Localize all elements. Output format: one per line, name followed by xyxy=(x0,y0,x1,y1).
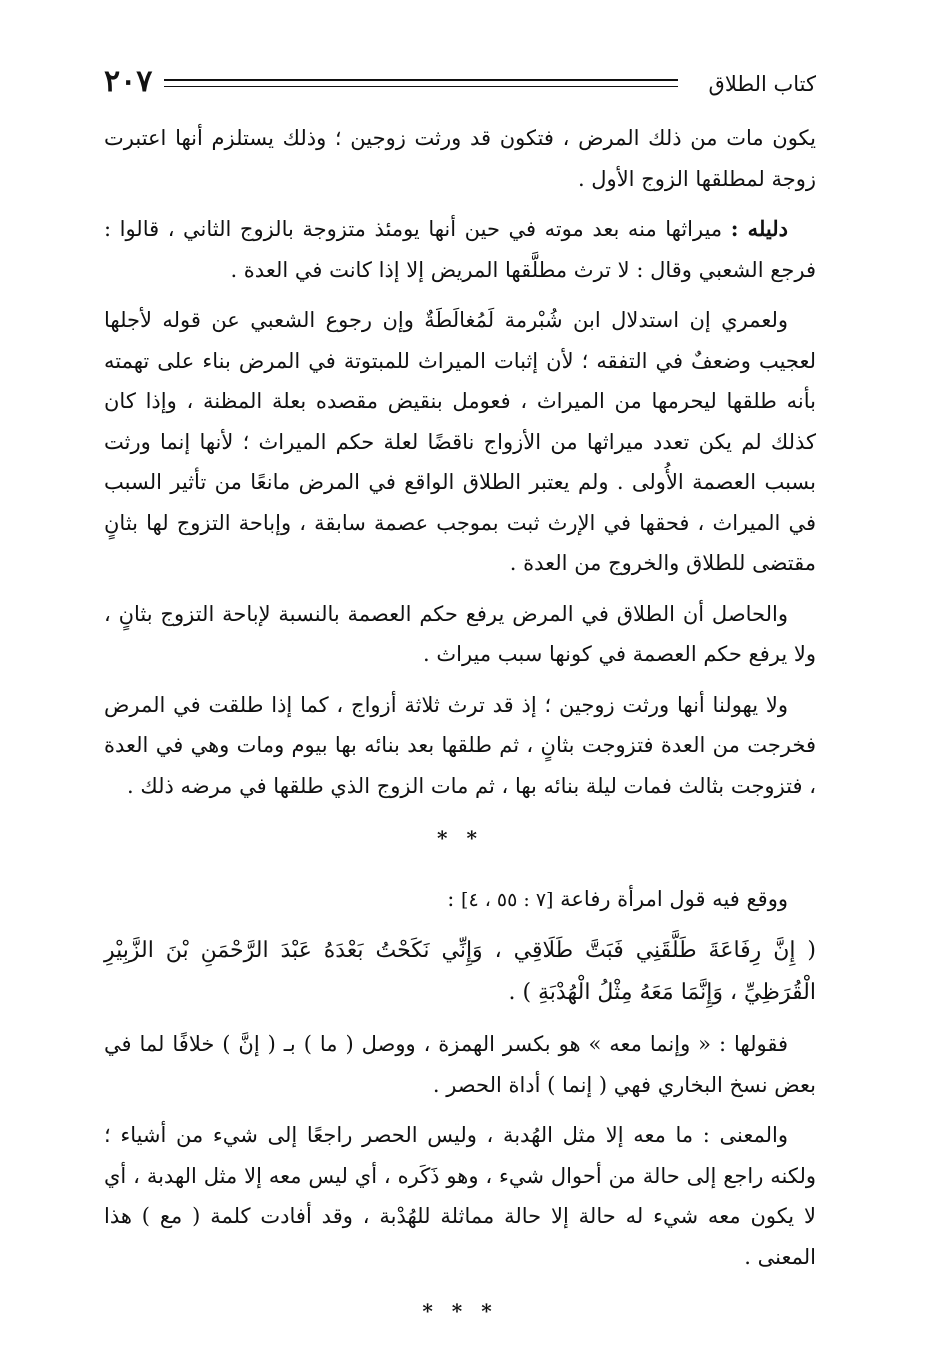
paragraph-6: فقولها : « وإنما معه » هو بكسر الهمزة ، ووصل ( ما ) بـ ( إنَّ ) خلافًا لما في بعض نسخ البخاري فهي ( إنما ) أداة الحصر . xyxy=(104,1032,816,1097)
paragraph-2-text: ميراثها منه بعد موته في حين أنها يومئذ متزوجة بالزوج الثاني ، قالوا : فرجع الشعبي وقال : لا ترث مطلَّقها المريض إلا إذا كانت في العدة . xyxy=(104,217,816,282)
paragraph-7: والمعنى : ما معه إلا مثل الهُدبة ، وليس الحصر راجعًا إلى شيء من أشياء ؛ ولكنه راجع إلى حالة من أحوال شيء ، وهو ذَكَره ، أي ليس معه إلا مثل الهدبة ، أي لا يكون معه شيء له حالة إلا حالة مماثلة للهُدْبة ، وقد أفادت كلمة ( مع ) هذا المعنى . xyxy=(104,1123,816,1269)
section-2-intro xyxy=(104,879,816,921)
evidence-label: دليله : xyxy=(730,216,788,241)
body-text xyxy=(104,118,816,1352)
paragraph-3: ولعمري إن استدلال ابن شُبْرمة لَمُغالَطَةٌ وإن رجوع الشعبي عن قوله لأجلها لعجيب وضعفٌ في التفقه ؛ لأن إثبات الميراث للمبتوتة في المرض بناء على تهمته بأنه طلقها ليحرمها من الميراث ، فعومل بنقيض مقصده بعلة المظنة ، وإذا كان كذلك لم يكن تعدد ميراثها من الأزواج ناقضًا لعلة حكم الميراث ؛ لأنها إنما ورثت بسبب العصمة الأُولى . ولم يعتبر الطلاق الواقع في المرض مانعًا من تأثير السبب في الميراث ، فحقها في الإرث ثبت بموجب عصمة سابقة ، وإباحة التزوج لها بثانٍ مقتضى للطلاق والخروج من العدة . xyxy=(104,308,816,575)
end-separator: * * * xyxy=(422,1299,498,1323)
section-separator: * * xyxy=(437,826,483,850)
citation-reference: [٧ : ٥٥ ، ٤] xyxy=(461,888,554,911)
intro-text: ووقع فيه قول امرأة رفاعة xyxy=(560,886,788,911)
page-number: ٢٠٧ xyxy=(104,64,153,99)
page-header xyxy=(104,62,816,104)
paragraph-2 xyxy=(104,209,816,290)
hadith-quote: ( إِنَّ رِفَاعَةَ طَلَّقَنِي فَبَتَّ طَلَاقِي ، وَإِنِّي نَكَحْتُ بَعْدَهُ عَبْدَ الرَّحْمَنِ بْنَ الزَّبِيْرِ الْقُرَظِيِّ ، وَإِنَّمَا مَعَهُ مِثْلُ الْهُدْبَةِ ) . xyxy=(104,938,816,1005)
paragraph-1: يكون مات من ذلك المرض ، فتكون قد ورثت زوجين ؛ وذلك يستلزم أنها اعتبرت زوجة لمطلقها الزوج الأول . xyxy=(104,126,816,191)
paragraph-4: والحاصل أن الطلاق في المرض يرفع حكم العصمة بالنسبة لإباحة التزوج بثانٍ ، ولا يرفع حكم العصمة في كونها سبب ميراث . xyxy=(104,601,816,666)
intro-colon: : xyxy=(447,886,455,911)
paragraph-5: ولا يهولنا أنها ورثت زوجين ؛ إذ قد ترث ثلاثة أزواج ، كما إذا طلقت في المرض فخرجت من العدة فتزوجت بثانٍ ، ثم طلقها بعد بنائه بها بيوم ومات وهي في العدة ، فتزوجت بثالث فمات ليلة بنائه بها ، ثم مات الزوج الذي طلقها في مرضه ذلك . xyxy=(104,692,816,798)
running-title: كتاب الطلاق xyxy=(708,72,816,96)
header-rule xyxy=(164,79,678,87)
